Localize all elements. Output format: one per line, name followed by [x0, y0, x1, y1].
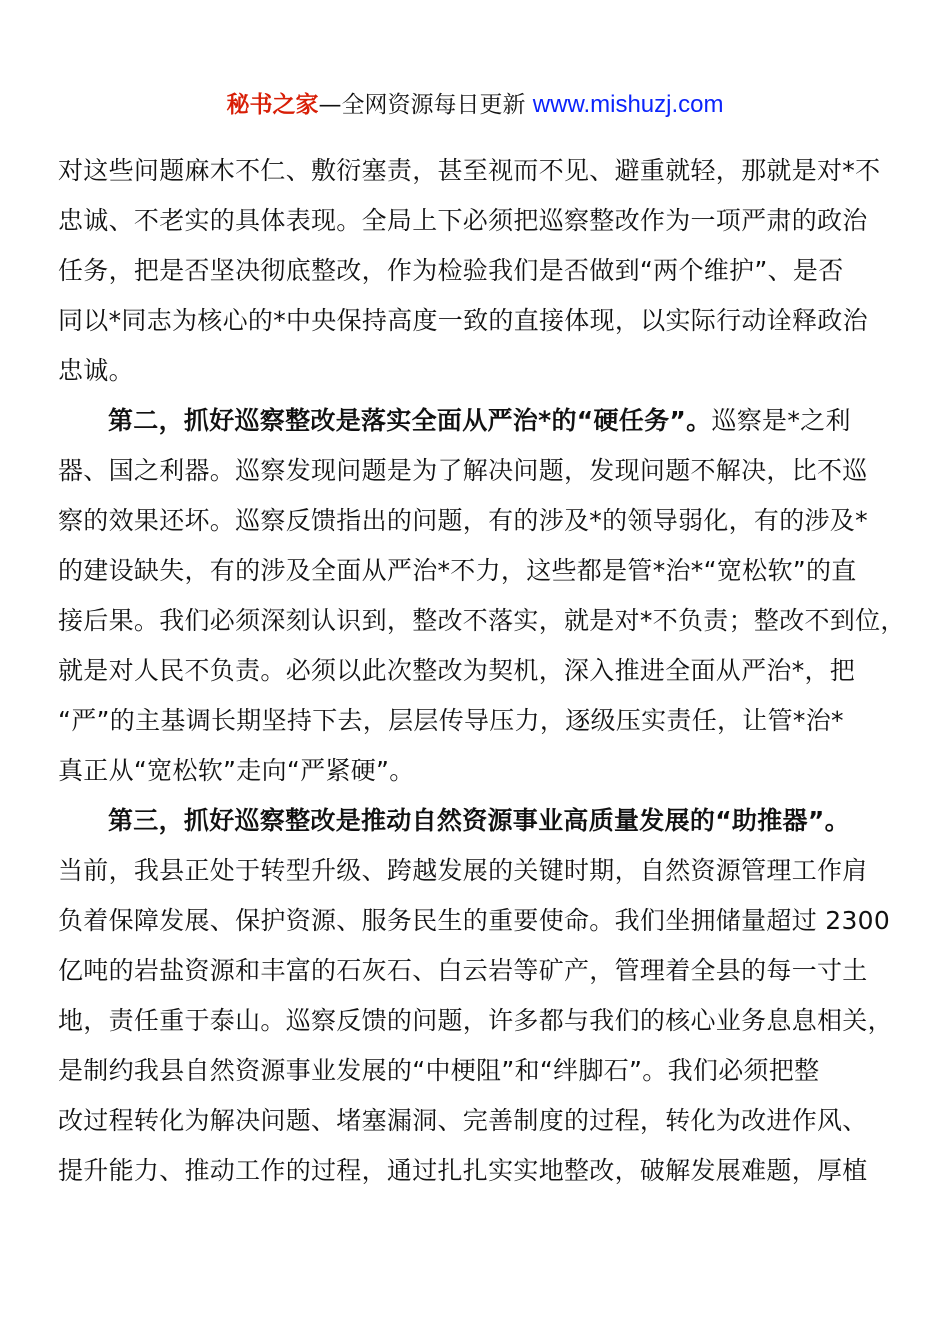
document-body — [58, 146, 906, 1196]
text-line: 提升能力、推动工作的过程，通过扎扎实实地整改，破解发展难题，厚植 — [58, 1156, 868, 1185]
text-line: 同以*同志为核心的*中央保持高度一致的直接体现，以实际行动诠释政治 — [58, 306, 868, 335]
text-line: 是制约我县自然资源事业发展的“中梗阻”和“绊脚石”。我们必须把整 — [58, 1056, 820, 1085]
site-brand: 秘书之家 — [226, 92, 319, 118]
text-line: 当前，我县正处于转型升级、跨越发展的关键时期，自然资源管理工作肩 — [58, 856, 868, 885]
site-url-link[interactable]: www.mishuzj.com — [532, 91, 724, 118]
text-line: 对这些问题麻木不仁、敷衍塞责，甚至视而不见、避重就轻，那就是对*不 — [58, 156, 881, 185]
text-line: 负着保障发展、保护资源、服务民生的重要使命。我们坐拥储量超过 2300 — [58, 906, 891, 935]
text-line: 地，责任重于泰山。巡察反馈的问题，许多都与我们的核心业务息息相关， — [58, 1006, 893, 1035]
text-line: 接后果。我们必须深刻认识到，整改不落实，就是对*不负责；整改不到位， — [58, 606, 906, 635]
site-header — [0, 88, 950, 122]
text-line: 的建设缺失，有的涉及全面从严治*不力，这些都是管*治*“宽松软”的直 — [58, 556, 857, 585]
section-heading-third: 第三，抓好巡察整改是推动自然资源事业高质量发展的“助推器”。 — [108, 806, 850, 835]
section-heading-second: 第二，抓好巡察整改是落实全面从严治*的“硬任务”。 — [108, 406, 712, 435]
text-line: 任务，把是否坚决彻底整改，作为检验我们是否做到“两个维护”、是否 — [58, 256, 844, 285]
text-line: 忠诚。 — [58, 356, 134, 385]
text-line: 亿吨的岩盐资源和丰富的石灰石、白云岩等矿产，管理着全县的每一寸土 — [58, 956, 868, 985]
text-line: 器、国之利器。巡察发现问题是为了解决问题，发现问题不解决，比不巡 — [58, 456, 868, 485]
text-line: “严”的主基调长期坚持下去，层层传导压力，逐级压实责任，让管*治* — [58, 706, 844, 735]
text-line: 忠诚、不老实的具体表现。全局上下必须把巡察整改作为一项严肃的政治 — [58, 206, 868, 235]
text-line: 察的效果还坏。巡察反馈指出的问题，有的涉及*的领导弱化，有的涉及* — [58, 506, 868, 535]
text-line: 就是对人民不负责。必须以此次整改为契机，深入推进全面从严治*，把 — [58, 656, 856, 685]
text-line: 改过程转化为解决问题、堵塞漏洞、完善制度的过程，转化为改进作风、 — [58, 1106, 868, 1135]
site-tagline: —全网资源每日更新 — [318, 92, 533, 118]
paragraph-heading-line — [58, 396, 906, 446]
paragraph-heading-line — [58, 796, 906, 846]
text-run: 巡察是*之利 — [711, 406, 851, 435]
text-line: 真正从“宽松软”走向“严紧硬”。 — [58, 756, 415, 785]
